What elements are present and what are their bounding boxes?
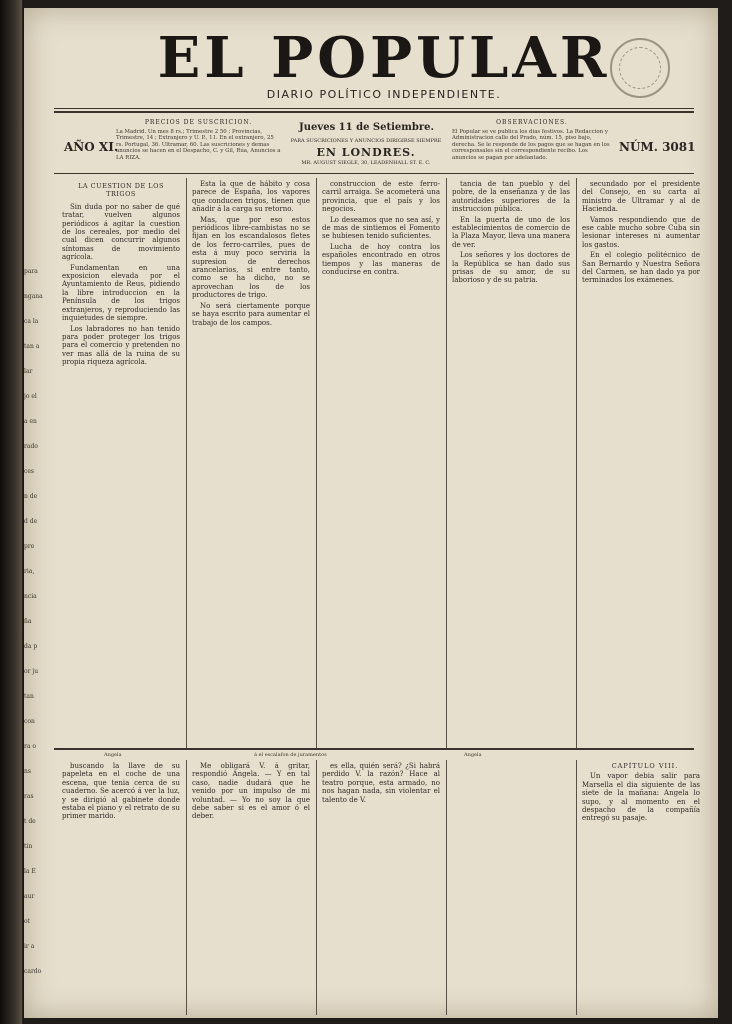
paragraph: Me obligará V. á gritar, respondió Angela. — Y en tal caso, nadie dudará que he venido por un impulso de mi voluntad. — Yo no soy la que debe saber si es el amor ó el deber. (192, 762, 310, 821)
paragraph: Los labradores no han tenido para poder proteger los trigos para el comercio y pretenden no ver mas allá de la ruina de su propia riqueza agrícola. (62, 324, 180, 367)
edge-fragment: ns (24, 768, 31, 775)
paragraph: buscando la llave de su papeleta en el coche de una escena, que tenia cerca de su cuaderno. Se acercó á ver la luz, y se dirigió al gabinete donde estaba el piano y el retrato de su primer marido. (62, 762, 180, 821)
edge-fragment: ces (24, 468, 34, 475)
paragraph: En el colegio politécnico de San Bernardo y Nuestra Señora del Carmen, se han dado ya por terminados los exámenes. (582, 251, 700, 285)
paragraph: Lucha de hoy contra los españoles encontrado en otros tiempos y las maneras de conducirse en contra. (322, 242, 440, 277)
article-column-4 (452, 180, 570, 740)
paragraph: Vamos respondiendo que de ese cable mucho sobre Cuba sin lesionar intereses ni aumentar los gastos. (582, 215, 700, 249)
article-column-5 (582, 180, 700, 740)
issue-number: NÚM. 3081 (619, 140, 696, 154)
paragraph: Sin duda por no saber de qué tratar, vuelven algunos periódicos á agitar la cuestion de los cereales, por medio del cual dicen concurrir algunos síntomas de movimiento agrícola. (62, 202, 180, 262)
feuilleton-rule (54, 748, 694, 750)
column-divider (446, 760, 447, 1015)
feuilleton-column-1 (62, 762, 180, 1012)
article-column-1 (62, 180, 180, 740)
edge-fragment: a en (24, 418, 37, 425)
london-agent: MR. AUGUST SIEGLE, 30, LEADENHALL ST. E. C. (301, 160, 431, 166)
edge-fragment: pre (24, 543, 35, 550)
feuilleton-column-4 (452, 762, 570, 1012)
column-divider (316, 178, 317, 748)
column-divider (186, 760, 187, 1015)
subscription-text: La Madrid. Un mes 8 rs.; Trimestre 2 50 ; Provincias, Trimestre, 14 ; Extranjero y U. P., 11. En el extranjero, 25 rs. Portugal, 36. Ultramar, 60. Las suscriciones y demas anuncios se hacen en el Despacho, C. y Gil, Rúa, Anuncios a LA RIZA. (116, 128, 281, 161)
paragraph: secundado por el presidente del Consejo, en su carta al ministro de Ultramar y al de Hacienda. (582, 180, 700, 214)
running-head-left: Angela (104, 752, 122, 758)
article-heading: LA CUESTION DE LOS TRIGOS (78, 182, 164, 199)
binding-edge-text (24, 8, 44, 1018)
column-divider (186, 178, 187, 748)
edge-fragment: n de (24, 493, 38, 500)
edge-fragment: ria, (24, 568, 35, 575)
column-divider (576, 760, 577, 1015)
edge-fragment: ca la (24, 318, 39, 325)
column-divider (316, 760, 317, 1015)
masthead-title: EL POPULAR (157, 25, 611, 91)
running-head-right: Angela (464, 752, 482, 758)
edge-fragment: ngana (24, 293, 43, 300)
article-column-3 (322, 180, 440, 740)
feuilleton-column-5 (582, 762, 700, 1012)
edge-fragment: aur (24, 893, 35, 900)
edge-fragment: tan a (24, 343, 40, 350)
header-rule-double (54, 111, 694, 113)
header-rule-bottom (54, 173, 694, 174)
edge-fragment: or ju (24, 668, 39, 675)
edge-fragment: cardo (24, 968, 42, 975)
paragraph: Los señores y los doctores de la República se han dado sus prisas de su amor, de su laborioso y de su patria. (452, 251, 570, 285)
edge-fragment: ncia (24, 593, 37, 600)
edge-fragment: ir a (24, 943, 35, 950)
year-label: AÑO XI. (64, 140, 119, 154)
observations-box (452, 120, 612, 170)
edge-fragment: ña (24, 618, 32, 625)
edge-fragment: la E (24, 868, 36, 875)
feuilleton-column-2 (192, 762, 310, 1012)
edge-fragment: jo el (24, 393, 37, 400)
book-spine (0, 0, 22, 1024)
running-head-mid: á el escalafon de juramentos (254, 752, 327, 758)
paragraph: tancia de tan pueblo y del pobre, de la enseñanza y de las autoridades superiores de la instruccion pública. (452, 180, 570, 214)
edge-fragment: ra o (24, 743, 36, 750)
paragraph: En la puerta de uno de los establecimientos de comercio de la Plaza Mayor, lleva una manera de ver. (452, 215, 570, 249)
newspaper-page (24, 8, 718, 1018)
paragraph: No será ciertamente porque se haya escrito para aumentar el trabajo de los campos. (192, 301, 310, 327)
paragraph: Un vapor debia salir para Marsella el dia siguiente de las siete de la mañana: Angela lo supo, y al momento en el despacho de la compañía entregó su pasaje. (582, 772, 700, 823)
subscription-label: PRECIOS DE SUSCRICION. (144, 119, 253, 126)
edge-fragment: rado (24, 443, 38, 450)
paragraph: Lo deseamos que no sea así, y de mas de sintiemos el Fomento se hubiesen tenido suficientes. (322, 215, 440, 241)
edge-fragment: lar (24, 368, 33, 375)
edge-fragment: t de (24, 818, 36, 825)
paragraph: es ella, quién será? ¿Si habrá perdido V. la razón? Hace al teatro porque, esta armado, no nos hagan nada, sin violentar el talento de V. (322, 762, 440, 804)
issue-date: Jueves 11 de Setiembre. (299, 122, 434, 133)
edge-fragment: para (24, 268, 38, 275)
column-divider (446, 178, 447, 748)
column-divider (576, 178, 577, 748)
subscription-box (116, 120, 281, 170)
edge-fragment: con (24, 718, 35, 725)
observations-label: OBSERVACIONES. (496, 119, 568, 126)
edge-fragment: tan (24, 693, 34, 700)
edge-fragment: ot (24, 918, 31, 925)
observations-text: El Popular se ve publica los dias festivos. La Redaccion y Administracion calle del Prado, núm. 15, piso bajo, derecha. Se le responde de los pagos que se hagan en los corresponsales sin el correspondiente recibo. Los anuncios se pagan por adelantado. (452, 128, 610, 161)
header-rule-top (54, 108, 694, 109)
edge-fragment: ras (24, 793, 34, 800)
library-stamp (610, 38, 670, 98)
masthead-subtitle: DIARIO POLÍTICO INDEPENDIENTE. (266, 88, 502, 101)
edge-fragment: da p (24, 643, 38, 650)
edge-fragment: tin (24, 843, 33, 850)
edge-fragment: d de (24, 518, 38, 525)
paragraph: Mas, que por eso estos periódicos libre-cambistas no se fijan en los escandalosos fletes de los ferro-carriles, pues de esta á muy poco serviria la supresion de derechos arancelarios, si entre tanto, como se ha dicho, no se aprovechan los de los productores de trigo. (192, 215, 310, 300)
paragraph: Fundamentan en una exposicion elevada por el Ayuntamiento de Reus, pidiendo la libre introduccion en la Península de los trigos extranjeros, y reproduciendo las inquietudes de siempre. (62, 263, 180, 323)
london-subscription-note: PARA SUSCRICIONES Y ANUNCIOS DIRIGIRSE SIEMPRE (290, 138, 442, 144)
paragraph: construccion de este ferro-carril arraiga. Se acometerá una provincia, que el país y los negocios. (322, 180, 440, 214)
paragraph: Esta la que de hábito y cosa parece de España, los vapores que conducen trigos, tienen que añadir á la carga su retorno. (192, 180, 310, 214)
article-column-2 (192, 180, 310, 740)
london-heading: EN LONDRES. (316, 146, 416, 159)
feuilleton-column-3 (322, 762, 440, 1012)
chapter-heading: CAPÍTULO VIII. (611, 762, 679, 770)
